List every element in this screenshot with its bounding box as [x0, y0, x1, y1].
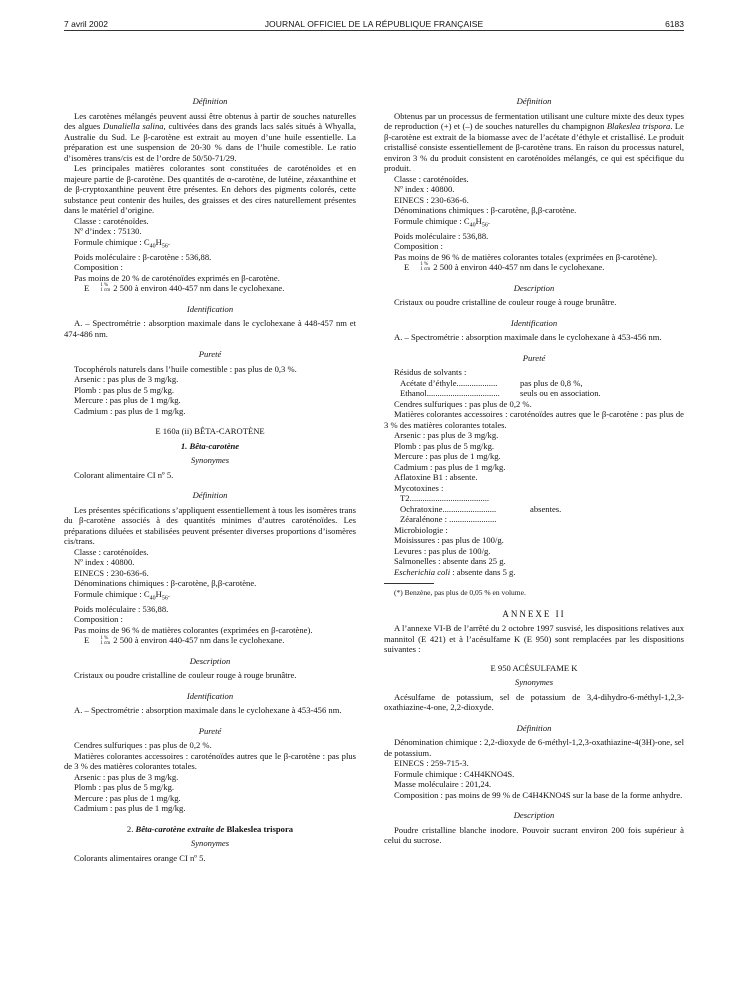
microbiology-item: Escherichia coli : absente dans 5 g. — [394, 566, 516, 577]
synonym-text: Colorant alimentaire CI nº 5. — [74, 469, 174, 480]
synonym-text: Colorants alimentaires orange CI nº 5. — [74, 852, 206, 863]
additive-title: E 160a (ii) BÊTA-CAROTÈNE — [155, 426, 265, 437]
formula-line: Formule chimique : C4H4KNO4S. — [394, 768, 515, 779]
purity-item: Arsenic : pas plus de 3 mg/kg. — [74, 771, 179, 782]
microbiology-item: Levures : pas plus de 100/g. — [394, 545, 491, 556]
weight-line: Masse moléculaire : 201,24. — [394, 779, 492, 790]
purity-item: Matières colorantes accessoires : caroténoïdes autres que le β-carotène : pas plus de 3 % des matières colorantes totales. — [384, 409, 684, 430]
purity-item: Cadmium : pas plus de 1 mg/kg. — [394, 461, 506, 472]
footnote-rule — [384, 583, 434, 584]
definition-paragraph: Obtenus par un processus de fermentation utilisant une culture mixte des deux types de reproduction (+) et (–) de souches naturelles du champignon Blakeslea trispora. Le β-carotène est extrait de la biomasse avec de l’acétate d’éthyle et cristallisé. Le produit cristallisé consiste essentiellement de β-carotène trans. En raison du processus naturel, environ 3 % du produit consistent en caroténoïdes mélangés, ce qui est spécifique du produit. — [384, 110, 684, 173]
section-heading: Identification — [186, 303, 234, 314]
section-heading: Description — [189, 655, 231, 666]
purity-item: Aflatoxine B1 : absente. — [394, 472, 478, 483]
definition-paragraph: Les présentes spécifications s’appliquent essentiellement à tous les isomères trans du β-carotène associés à des quantités minimes d’autres caroténoïdes. Les préparations diluées et stabilisées peuvent présenter diverses proportions d’isomères cis/trans. — [64, 504, 356, 547]
purity-item: Plomb : pas plus de 5 mg/kg. — [394, 440, 495, 451]
purity-item: Arsenic : pas plus de 3 mg/kg. — [74, 374, 179, 385]
einecs-line: EINECS : 259-715-3. — [394, 758, 469, 769]
definition-paragraph: Dénomination chimique : 2,2-dioxyde de 6-méthyl-1,2,3-oxathiazine-4(3H)-one, sel de potassium. — [384, 737, 684, 758]
section-heading: Synonymes — [190, 455, 230, 466]
header-date: 7 avril 2002 — [64, 19, 108, 29]
footnote: (*) Benzène, pas plus de 0,05 % en volume. — [394, 588, 526, 598]
weight-line: Poids moléculaire : β-carotène : 536,88. — [74, 251, 212, 262]
definition-item: EINECS : 230-636-6. — [74, 567, 149, 578]
purity-item: Mercure : pas plus de 1 mg/kg. — [394, 451, 501, 462]
mycotoxins-label: Mycotoxines : — [394, 482, 444, 493]
annex-intro: A l’annexe VI-B de l’arrêté du 2 octobre 1997 susvisé, les dispositions relatives aux mannitol (E 421) et à l’acésulfame K (E 950) sont remplacées par les dispositions suivantes : — [384, 623, 684, 655]
microbiology-item: Moisissures : pas plus de 100/g. — [394, 535, 504, 546]
header-page-number: 6183 — [665, 19, 684, 29]
purity-item: Mercure : pas plus de 1 mg/kg. — [74, 395, 181, 406]
formula-line: Formule chimique : $C_{40}H_{56}$. — [74, 588, 171, 602]
solvent-residues-label: Résidus de solvants : — [394, 367, 467, 378]
composition-text: Pas moins de 20 % de caroténoïdes exprimés en β-carotène. — [74, 272, 280, 283]
description-text: Cristaux ou poudre cristalline de couleur rouge à rouge brunâtre. — [394, 297, 617, 308]
section-heading: Définition — [192, 96, 228, 106]
section-heading: Identification — [186, 690, 234, 701]
section-heading: Synonymes — [514, 677, 554, 688]
section-heading: Synonymes — [190, 838, 230, 849]
section-heading: Description — [513, 810, 555, 821]
purity-item: Matières colorantes accessoires : caroténoïdes autres que le β-carotène : pas plus de 3 % des matières colorantes totales. — [64, 750, 356, 772]
page-header — [0, 0, 748, 30]
description-text: Cristaux ou poudre cristalline de couleur rouge à rouge brunâtre. — [74, 670, 297, 681]
purity-item: Mercure : pas plus de 1 mg/kg. — [74, 792, 181, 803]
definition-item: Dénominations chimiques : β-carotène, β,β-carotène. — [394, 205, 577, 215]
subsection-title: 1. Bêta-carotène — [180, 440, 240, 451]
weight-line: Poids moléculaire : 536,88. — [74, 603, 169, 614]
composition-text: Pas moins de 96 % de matières colorantes totales (exprimées en β-carotène). — [394, 251, 658, 262]
purity-item: Arsenic : pas plus de 3 mg/kg. — [394, 430, 499, 441]
identification-text: A. – Spectrométrie : absorption maximale dans le cyclohexane à 453-456 nm. — [394, 332, 662, 343]
extinction-line: E 1 % 1 cm 2 500 à environ 440-457 nm dans le cyclohexane. — [84, 635, 285, 646]
mycotoxin-row: Ochratoxine......................... absentes. — [400, 503, 562, 514]
composition-label: Composition : — [394, 241, 443, 252]
microbiology-item: Salmonelles : absente dans 25 g. — [394, 556, 506, 567]
index-line: Nº d’index : 75130. — [74, 226, 142, 236]
extinction-line: E 1 % 1 cm 2 500 à environ 440-457 nm dans le cyclohexane. — [84, 283, 285, 294]
definition-item: Dénominations chimiques : β-carotène, β,β-carotène. — [74, 578, 257, 589]
header-rule — [64, 30, 684, 31]
right-column — [384, 96, 684, 846]
purity-item: Cendres sulfuriques : pas plus de 0,2 %. — [394, 398, 532, 409]
section-heading: Pureté — [522, 352, 546, 363]
purity-item: Plomb : pas plus de 5 mg/kg. — [74, 384, 175, 395]
section-heading: Définition — [516, 96, 552, 106]
section-heading: Définition — [516, 722, 552, 733]
mycotoxin-row: T2..................................... — [400, 493, 490, 504]
header-journal-title: JOURNAL OFFICIEL DE LA RÉPUBLIQUE FRANÇAISE — [264, 19, 484, 29]
identification-text: A. – Spectrométrie : absorption maximale dans le cyclohexane à 453-456 nm. — [74, 705, 342, 716]
extinction-line: E 1 % 1 cm 2 500 à environ 440-457 nm dans le cyclohexane. — [404, 262, 605, 273]
subsection-title: 2. Bêta-carotène extraite de Blakeslea trispora — [126, 823, 294, 834]
definition-item: Classe : caroténoïdes. — [74, 546, 149, 557]
composition-label: Composition : — [74, 614, 123, 625]
annex-title: ANNEXE II — [502, 608, 566, 619]
purity-item: Tocophérols naturels dans l’huile comestible : pas plus de 0,3 %. — [74, 363, 297, 374]
mycotoxin-row: Zéaralénone : ...................... — [400, 514, 497, 525]
formula-line: Formule chimique : $C_{40}H_{56}$. — [394, 215, 491, 229]
purity-item: Cadmium : pas plus de 1 mg/kg. — [74, 803, 186, 814]
microbiology-label: Microbiologie : — [394, 524, 448, 535]
purity-item: Plomb : pas plus de 5 mg/kg. — [74, 782, 175, 793]
definition-paragraph: Les carotènes mélangés peuvent aussi être obtenus à partir de souches naturelles des algues Dunaliella salina, cultivées dans des grands lacs salés situés à Whyalla, Australie du Sud. Le β-carotène est extrait au moyen d’une huile essentielle. La préparation est une suspension de 20-30 % dans de l’huile comestible. Le ratio d’isomères trans/cis est de l’ordre de 50/50-71/29. — [64, 110, 356, 163]
definition-item: Nº index : 40800. — [74, 557, 135, 568]
weight-line: Poids moléculaire : 536,88. — [394, 230, 489, 241]
purity-item: Cadmium : pas plus de 1 mg/kg. — [74, 405, 186, 416]
definition-paragraph: Les principales matières colorantes sont constituées de caroténoïdes et en majeure partie de β-carotène. Des quantités de α-carotène, de lutéine, zéaxanthine et de β-cryptoxanthine peuvent être présentes. En dehors des pigments colorés, cette substance peut contenir des huiles, des graisses et des cires naturellement présentes dans le matériel d’origine. — [64, 163, 356, 215]
section-heading: Identification — [510, 317, 558, 328]
composition-label: Composition : — [74, 262, 123, 273]
identification-text: A. – Spectrométrie : absorption maximale dans le cyclohexane à 448-457 nm et 474-486 nm. — [64, 318, 356, 339]
definition-item: Nº index : 40800. — [394, 184, 455, 194]
solvent-row: Acétate d’éthyle................... pas plus de 0,8 %, — [400, 377, 583, 388]
section-heading: Description — [513, 282, 555, 293]
section-heading: Pureté — [198, 725, 222, 736]
synonym-text: Acésulfame de potassium, sel de potassium de 3,4-dihydro-6-méthyl-1,2,3-oxathiazine-4-one, 2,2-dioxyde. — [384, 691, 684, 713]
description-text: Poudre cristalline blanche inodore. Pouvoir sucrant environ 200 fois supérieur à celui du sucrose. — [384, 824, 684, 846]
definition-item: Classe : caroténoïdes. — [394, 173, 469, 184]
solvent-row: Ethanol.................................. seuls ou en association. — [400, 388, 601, 399]
composition-text: Composition : pas moins de 99 % de C4H4KNO4S sur la base de la forme anhydre. — [394, 789, 683, 800]
formula-line: Formule chimique : $C_{40}H_{56}$. — [74, 236, 171, 250]
purity-item: Cendres sulfuriques : pas plus de 0,2 %. — [74, 740, 212, 751]
definition-item: EINECS : 230-636-6. — [394, 194, 469, 205]
additive-title: E 950 ACÉSULFAME K — [490, 662, 578, 673]
section-heading: Définition — [192, 490, 228, 501]
composition-text: Pas moins de 96 % de matières colorantes (exprimées en β-carotène). — [74, 624, 313, 635]
classe-line: Classe : caroténoïdes. — [74, 215, 149, 226]
left-column — [64, 96, 356, 863]
section-heading: Pureté — [198, 349, 222, 360]
